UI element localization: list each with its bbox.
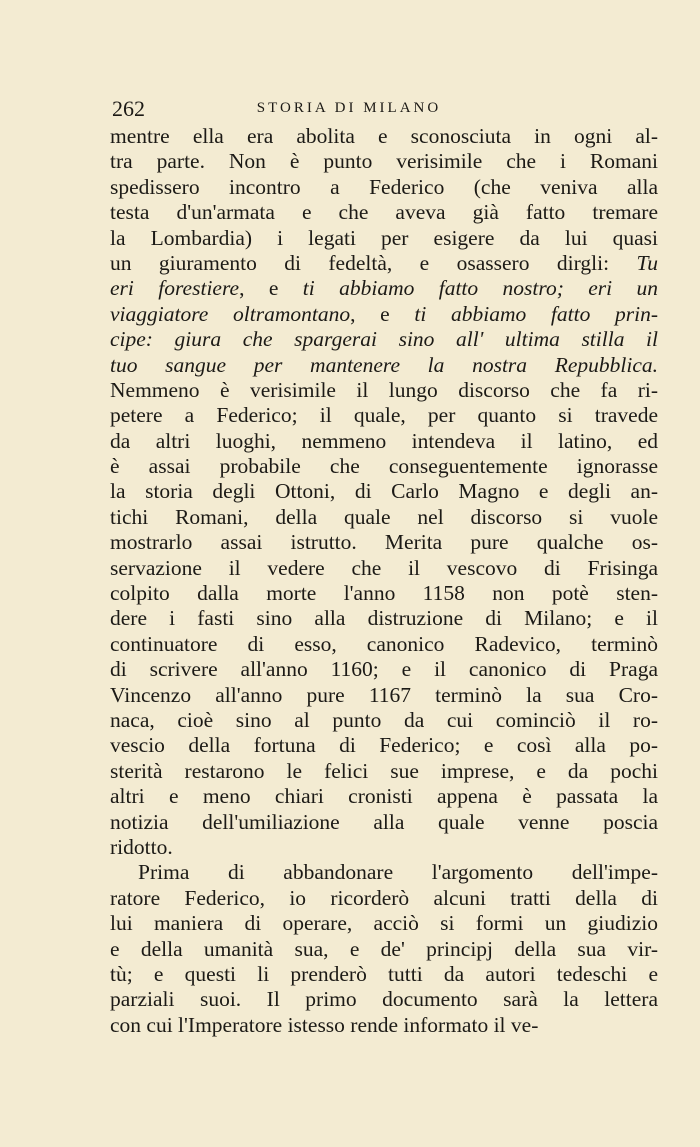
text-run: tichi Romani, della quale nel discorso si vuole [110, 504, 658, 529]
text-line [110, 556, 658, 581]
text-run: spedissero incontro a Federico (che veniva alla [110, 174, 658, 199]
italic-run: ti abbiamo fatto nostro; eri un [302, 276, 658, 301]
text-run: servazione il vedere che il vescovo di Frisinga [110, 555, 658, 580]
running-title: STORIA DI MILANO [256, 100, 442, 116]
text-line [110, 962, 658, 987]
text-run: ratore Federico, io ricorderò alcuni tratti della di [110, 885, 658, 910]
text-line [110, 581, 658, 606]
text-line [110, 886, 658, 911]
text-run: tra parte. Non è punto verisimile che i Romani [110, 149, 658, 174]
text-run: lui maniera di operare, acciò si formi un giudizio [110, 911, 658, 936]
text-line [110, 784, 658, 809]
text-line [110, 708, 658, 733]
text-line [110, 835, 658, 860]
text-run: naca, cioè sino al punto da cui cominciò il ro- [110, 707, 658, 732]
text-line [110, 911, 658, 936]
text-line [110, 530, 658, 555]
text-run: testa d'un'armata e che aveva già fatto tremare [110, 200, 658, 225]
text-run: Prima di abbandonare l'argomento dell'impe- [138, 860, 658, 885]
text-line [110, 403, 658, 428]
text-line [110, 226, 658, 251]
text-run: di scrivere all'anno 1160; e il canonico di Praga [110, 657, 658, 682]
text-run: la storia degli Ottoni, di Carlo Magno e degli an- [110, 479, 658, 504]
text-line [110, 759, 658, 784]
text-line [110, 149, 658, 174]
text-line [110, 175, 658, 200]
text-run: da altri luoghi, nemmeno intendeva il latino, ed [110, 428, 658, 453]
page-number: 262 [112, 96, 145, 121]
text-run: continuatore di esso, canonico Radevico, terminò [110, 631, 658, 656]
text-line [110, 657, 658, 682]
text-run: dere i fasti sino alla distruzione di Milano; e il [110, 606, 658, 631]
text-line [110, 276, 658, 301]
text-line [110, 429, 658, 454]
text-line [110, 606, 658, 631]
text-line [110, 479, 658, 504]
text-run: colpito dalla morte l'anno 1158 non potè sten- [110, 581, 658, 606]
text-line [110, 810, 658, 835]
text-run: mostrarlo assai istrutto. Merita pure qualche os- [110, 530, 658, 555]
text-run: parziali suoi. Il primo documento sarà la lettera [110, 987, 658, 1012]
italic-run: ti abbiamo fatto prin- [414, 301, 659, 326]
text-run: tù; e questi li prenderò tutti da autori tedeschi e [110, 961, 658, 986]
body-text [110, 124, 658, 1038]
text-line [110, 302, 658, 327]
italic-run: cipe: giura che spargerai sino all' ultima stilla il [110, 327, 658, 352]
text-line [110, 683, 658, 708]
paragraph [110, 124, 658, 860]
text-run: un giuramento di fedeltà, e osassero dirgli: [110, 250, 637, 275]
text-line [110, 454, 658, 479]
text-line [110, 987, 658, 1012]
italic-run: tuo sangue per mantenere la nostra Repubblica. [110, 352, 658, 377]
text-run: sterità restarono le felici sue imprese, e da pochi [110, 758, 658, 783]
text-line [110, 505, 658, 530]
text-line [110, 124, 658, 149]
text-run: ridotto. [110, 834, 173, 859]
text-line [110, 632, 658, 657]
text-line [110, 378, 658, 403]
text-run: petere a Federico; il quale, per quanto si travede [110, 403, 658, 428]
text-run: vescio della fortuna di Federico; e così alla po- [110, 733, 658, 758]
running-head [112, 96, 586, 122]
text-run: altri e meno chiari cronisti appena è passata la [110, 784, 658, 809]
text-run: la Lombardia) i legati per esigere da lui quasi [110, 225, 658, 250]
text-line [110, 327, 658, 352]
text-run: , e [239, 276, 303, 301]
text-line [110, 353, 658, 378]
text-run: notizia dell'umiliazione alla quale venne poscia [110, 809, 658, 834]
text-run: Vincenzo all'anno pure 1167 terminò la sua Cro- [110, 682, 658, 707]
italic-run: eri forestiere [110, 276, 240, 301]
text-run: mentre ella era abolita e sconosciuta in ogni al- [110, 124, 658, 148]
paragraph [110, 860, 658, 1038]
text-line [110, 200, 658, 225]
text-run: Nemmeno è verisimile il lungo discorso che fa ri- [110, 377, 658, 402]
italic-run: viaggiatore oltramontano [110, 301, 351, 326]
text-run: e della umanità sua, e de' principj della sua vir- [110, 936, 658, 961]
text-line [110, 860, 658, 885]
text-run: con cui l'Imperatore istesso rende informato il ve- [110, 1012, 539, 1037]
text-run: è assai probabile che conseguentemente ignorasse [110, 454, 658, 479]
text-line [110, 251, 658, 276]
text-line [110, 937, 658, 962]
text-line [110, 1013, 658, 1038]
italic-run: Tu [636, 250, 658, 275]
text-line [110, 733, 658, 758]
text-run: , e [350, 301, 415, 326]
